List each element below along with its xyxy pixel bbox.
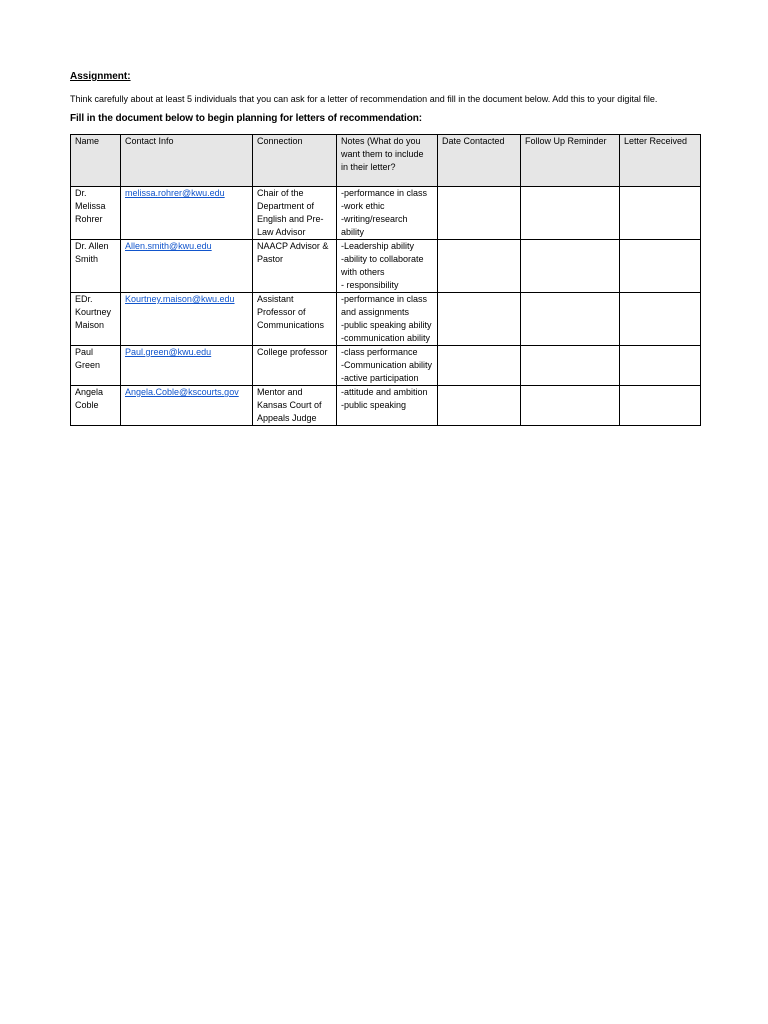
header-follow-up-reminder: Follow Up Reminder (521, 135, 620, 187)
cell-name: Paul Green (71, 346, 121, 386)
note-line: -performance in class and assignments (341, 294, 428, 317)
table-header-row (71, 135, 701, 187)
header-contact-info: Contact Info (121, 135, 253, 187)
email-link[interactable]: Allen.smith@kwu.edu (125, 241, 212, 251)
cell-date-contacted[interactable] (438, 386, 521, 426)
table-row (71, 240, 701, 293)
cell-connection: Chair of the Department of English and Pre-Law Advisor (253, 187, 337, 240)
assignment-heading: Assignment: (70, 71, 131, 82)
cell-follow-up-reminder[interactable] (521, 346, 620, 386)
header-name: Name (71, 135, 121, 187)
cell-connection: NAACP Advisor & Pastor (253, 240, 337, 293)
cell-letter-received[interactable] (620, 293, 701, 346)
cell-connection: Mentor and Kansas Court of Appeals Judge (253, 386, 337, 426)
cell-follow-up-reminder[interactable] (521, 293, 620, 346)
cell-contact (121, 346, 253, 386)
note-line: - responsibility (341, 280, 399, 290)
cell-date-contacted[interactable] (438, 240, 521, 293)
cell-notes (337, 240, 438, 293)
cell-date-contacted[interactable] (438, 293, 521, 346)
cell-follow-up-reminder[interactable] (521, 187, 620, 240)
table-row (71, 346, 701, 386)
document-page (70, 70, 700, 426)
cell-name: Dr. Allen Smith (71, 240, 121, 293)
cell-letter-received[interactable] (620, 386, 701, 426)
note-line: -class performance (341, 347, 418, 357)
cell-date-contacted[interactable] (438, 187, 521, 240)
cell-contact (121, 187, 253, 240)
table-row (71, 386, 701, 426)
email-link[interactable]: Kourtney.maison@kwu.edu (125, 294, 235, 304)
cell-follow-up-reminder[interactable] (521, 386, 620, 426)
header-letter-received: Letter Received (620, 135, 701, 187)
cell-name: EDr. Kourtney Maison (71, 293, 121, 346)
note-line: -Communication ability (341, 360, 433, 370)
cell-notes (337, 386, 438, 426)
header-date-contacted: Date Contacted (438, 135, 521, 187)
assignment-instructions: Think carefully about at least 5 individuals that you can ask for a letter of recommendation and fill in the document below. Add this to your digital file. (70, 94, 658, 104)
email-link[interactable]: Angela.Coble@kscourts.gov (125, 387, 239, 397)
note-line: -performance in class (341, 188, 428, 198)
header-notes: Notes (What do you want them to include in their letter? (337, 135, 438, 187)
note-line: -Leadership ability (341, 241, 415, 251)
email-link[interactable]: melissa.rohrer@kwu.edu (125, 188, 225, 198)
cell-name: Angela Coble (71, 386, 121, 426)
table-row (71, 187, 701, 240)
cell-notes (337, 187, 438, 240)
cell-connection: Assistant Professor of Communications (253, 293, 337, 346)
cell-contact (121, 293, 253, 346)
cell-notes (337, 346, 438, 386)
cell-follow-up-reminder[interactable] (521, 240, 620, 293)
cell-contact (121, 386, 253, 426)
note-line: -communication ability (341, 333, 431, 343)
cell-letter-received[interactable] (620, 346, 701, 386)
email-link[interactable]: Paul.green@kwu.edu (125, 347, 212, 357)
note-line: -ability to collaborate with others (341, 254, 424, 277)
cell-notes (337, 293, 438, 346)
table-row (71, 293, 701, 346)
note-line: -active participation (341, 373, 419, 383)
note-line: -attitude and ambition (341, 387, 428, 397)
note-line: -public speaking ability (341, 320, 432, 330)
recommendation-planning-table (70, 134, 701, 426)
note-line: -work ethic (341, 201, 385, 211)
header-connection: Connection (253, 135, 337, 187)
cell-letter-received[interactable] (620, 240, 701, 293)
table-body (71, 187, 701, 426)
cell-date-contacted[interactable] (438, 346, 521, 386)
cell-name: Dr. Melissa Rohrer (71, 187, 121, 240)
table-instructions: Fill in the document below to begin planning for letters of recommendation: (70, 113, 422, 124)
cell-contact (121, 240, 253, 293)
cell-connection: College professor (253, 346, 337, 386)
cell-letter-received[interactable] (620, 187, 701, 240)
note-line: -writing/research ability (341, 214, 408, 237)
note-line: -public speaking (341, 400, 407, 410)
